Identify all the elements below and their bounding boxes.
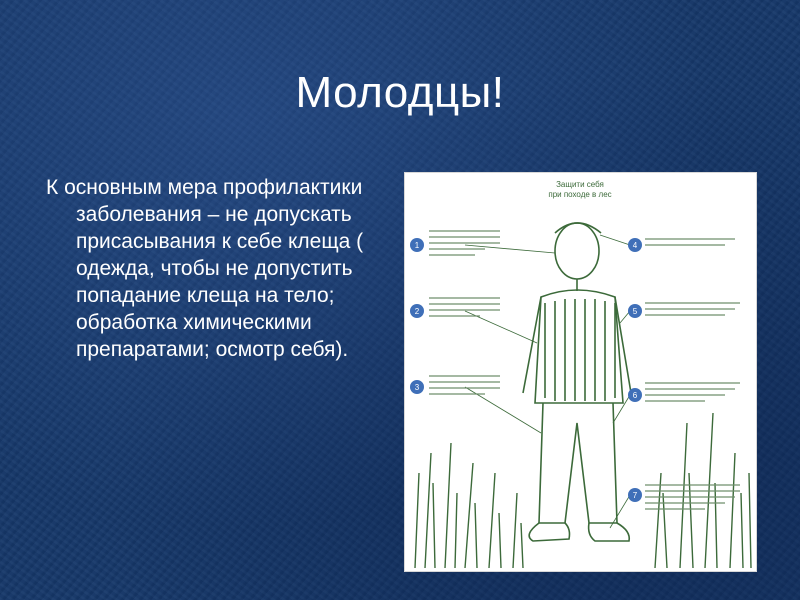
- marker-7-label: 7: [632, 491, 638, 500]
- marker-2-label: 2: [414, 307, 420, 316]
- body-text: К основным мера профилактики заболевания – не допускать присасывания к себе клеща ( одежда, чтобы не допустить попадание клеща на тело; обработка химическими препаратами; осмотр себя).: [46, 176, 364, 361]
- marker-5-label: 5: [632, 307, 638, 316]
- marker-1-label: 1: [414, 241, 420, 250]
- tick-protection-illustration: [405, 173, 756, 571]
- slide-title: Молодцы!: [295, 68, 505, 117]
- man-figure-drawing: [523, 223, 631, 541]
- marker-4-label: 4: [632, 241, 638, 250]
- marker-6-label: 6: [632, 391, 638, 400]
- body-text-block: [46, 174, 396, 363]
- marker-3-label: 3: [414, 383, 420, 392]
- callout-markers: [410, 238, 642, 502]
- illustration-heading-1: Защити себя: [556, 180, 604, 189]
- illustration-svg: [405, 173, 756, 571]
- illustration-heading-2: при походе в лес: [548, 190, 612, 199]
